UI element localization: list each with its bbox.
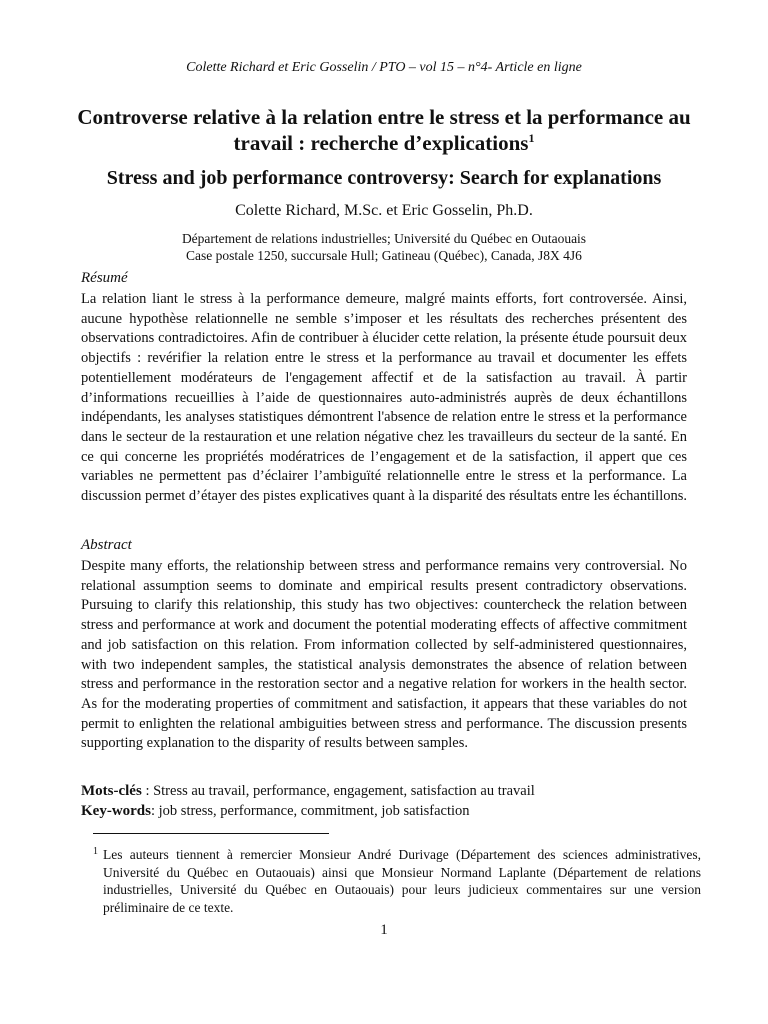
footnote-text: Les auteurs tiennent à remercier Monsieur André Durivage (Département des sciences administratives, Université du Québec en Outaouais) ainsi que Monsieur Normand Laplante (Département de relations industrielles, Université du Québec en Outaouais) pour leurs judicieux commentaires sur une version préliminaire de ce texte. [103,847,701,915]
title-footnote-marker: 1 [528,131,535,145]
title-french [60,104,708,156]
keywords-french [81,783,701,800]
keywords-english-label: Key-words [81,803,151,819]
keywords-french-label: Mots-clés [81,783,142,799]
abstract-heading: Abstract [81,537,132,553]
page-number: 1 [380,922,388,938]
affiliation-line-2: Case postale 1250, succursale Hull; Gatineau (Québec), Canada, J8X 4J6 [186,248,582,263]
title-english: Stress and job performance controversy: Search for explanations [106,167,662,189]
keywords-english-text: : job stress, performance, commitment, job satisfaction [151,803,470,819]
title-french-text: Controverse relative à la relation entre le stress et la performance au travail : recherche d’explications [77,105,691,155]
abstract-paragraph: Despite many efforts, the relationship between stress and performance remains very controversial. No relational assumption seems to dominate and empirical results present contradictory observations. Pursuing to clarify this relationship, this study has two objectives: countercheck the relation between stress and performance at work and document the potential moderating effects of affective commitment and job satisfaction on this relation. From information collected by self-administered questionnaires, with two independent samples, the statistical analysis demonstrates the absence of relation between stress and performance in the restoration sector and a negative relation for workers in the health sector. As for the moderating properties of commitment and satisfaction, it appears that these variables do not permit to enlighten the relational ambiguities between stress and performance. The discussion presents supporting explanation to the disparity of results between samples. [81,558,687,752]
footnote [93,846,701,916]
resume-heading: Résumé [81,270,128,286]
resume-paragraph: La relation liant le stress à la performance demeure, malgré maints efforts, fort controversée. Ainsi, aucune hypothèse relationnelle ne semble s’imposer et les résultats des recherches présentent des observations contradictoires. Afin de contribuer à élucider cette relation, la présente étude poursuit deux objectifs : revérifier la relation entre le stress et la performance au travail et documenter les effets potentiellement modérateurs de l'engagement affectif et de la satisfaction au travail. À partir d’informations recueillies à l’aide de questionnaires auto-administrés auprès de deux échantillons indépendants, les analyses statistiques démontrent l'absence de relation entre le stress et la performance dans le secteur de la restauration et une relation négative chez les travailleurs du secteur de la santé. En ce qui concerne les propriétés modératrices de l’engagement et de la satisfaction, il appert que ces variables ne permettent pas d’éclairer l’ambiguïté relationnelle entre le stress et la performance. La discussion permet d’étayer des pistes explicatives quant à la disparité des résultats entre les échantillons. [81,291,687,505]
authors: Colette Richard, M.Sc. et Eric Gosselin, Ph.D. [235,202,533,219]
running-head: Colette Richard et Eric Gosselin / PTO – vol 15 – n°4- Article en ligne [186,60,582,75]
keywords-english [81,803,701,820]
footnote-number: 1 [93,846,98,857]
keywords-french-text: : Stress au travail, performance, engagement, satisfaction au travail [141,783,535,799]
affiliation-line-1: Département de relations industrielles; Université du Québec en Outaouais [181,231,587,246]
affiliation [0,230,768,264]
footnote-divider [93,833,329,834]
